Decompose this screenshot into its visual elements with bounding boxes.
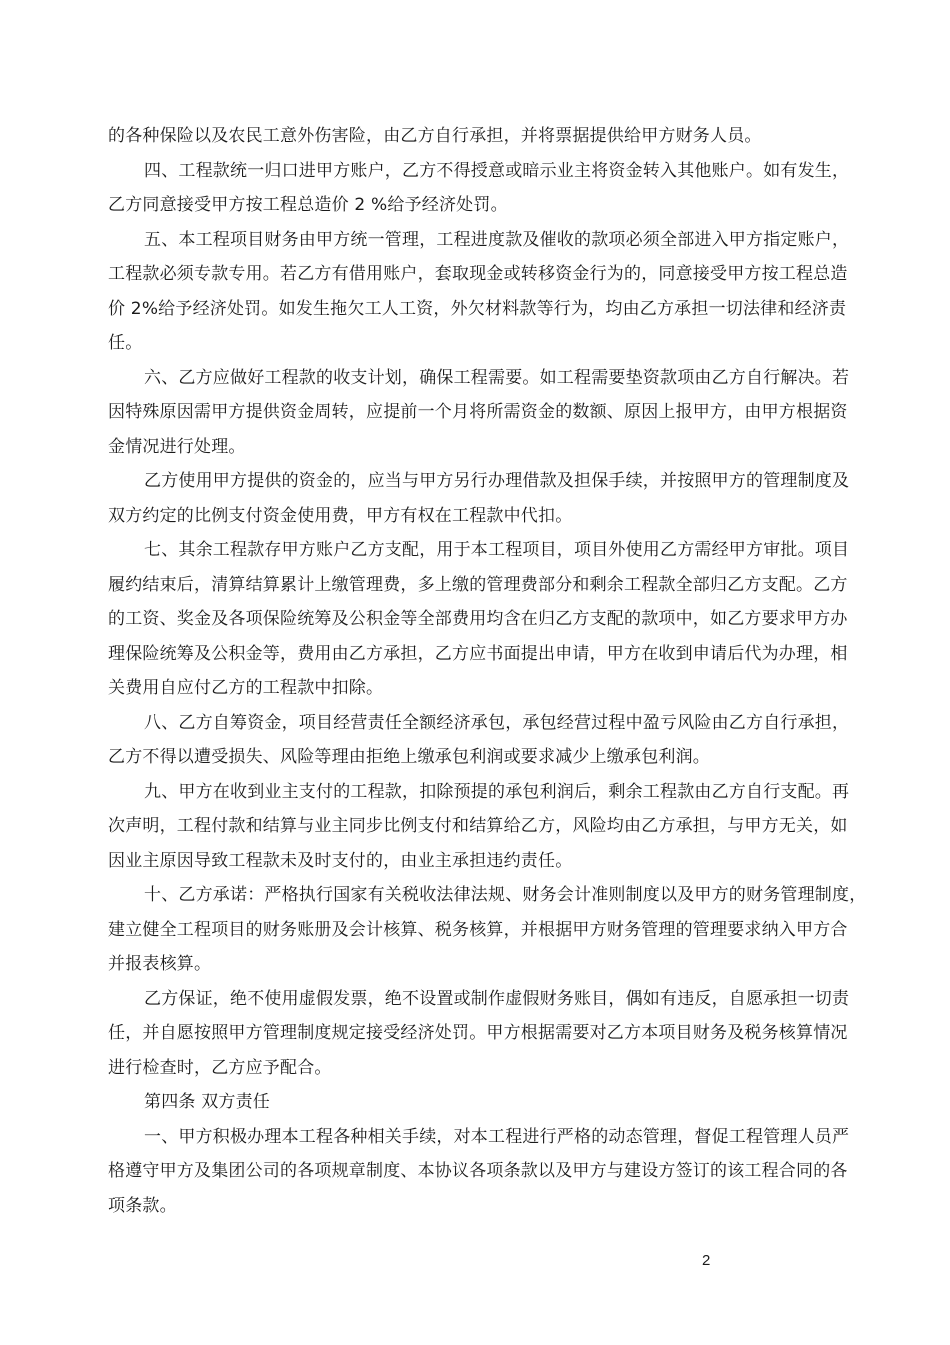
- text-line: 次声明，工程付款和结算与业主同步比例支付和结算给乙方，风险均由乙方承担，与甲方无关，如: [108, 816, 848, 836]
- text-line: 八、乙方自筹资金，项目经营责任全额经济承包，承包经营过程中盈亏风险由乙方自行承担，: [144, 713, 850, 733]
- text-line: 七、其余工程款存甲方账户乙方支配，用于本工程项目，项目外使用乙方需经甲方审批。项目: [144, 540, 850, 560]
- text-line: 双方约定的比例支付资金使用费，甲方有权在工程款中代扣。: [108, 506, 573, 526]
- text-line: 关费用自应付乙方的工程款中扣除。: [108, 678, 384, 698]
- text-line: 乙方使用甲方提供的资金的，应当与甲方另行办理借款及担保手续，并按照甲方的管理制度及: [144, 471, 850, 491]
- text-line: 价 2%给予经济处罚。如发生拖欠工人工资，外欠材料款等行为，均由乙方承担一切法律和经济责: [108, 299, 847, 319]
- text-line: 五、本工程项目财务由甲方统一管理，工程进度款及催收的款项必须全部进入甲方指定账户，: [144, 230, 850, 250]
- text-line: 进行检查时，乙方应予配合。: [108, 1058, 332, 1078]
- text-line: 因特殊原因需甲方提供资金周转，应提前一个月将所需资金的数额、原因上报甲方，由甲方根据资: [108, 402, 848, 422]
- text-line: 六、乙方应做好工程款的收支计划，确保工程需要。如工程需要垫资款项由乙方自行解决。若: [144, 368, 850, 388]
- text-line: 理保险统筹及公积金等，费用由乙方承担，乙方应书面提出申请，甲方在收到申请后代为办理，相: [108, 644, 848, 664]
- text-line: 任，并自愿按照甲方管理制度规定接受经济处罚。甲方根据需要对乙方本项目财务及税务核算情况: [108, 1023, 848, 1043]
- text-line: 的工资、奖金及各项保险统筹及公积金等全部费用均含在归乙方支配的款项中，如乙方要求甲方办: [108, 609, 848, 629]
- text-line: 任。: [108, 333, 143, 353]
- text-line: 因业主原因导致工程款未及时支付的，由业主承担违约责任。: [108, 851, 573, 871]
- section-heading: 第四条 双方责任: [144, 1092, 271, 1112]
- text-line: 乙方保证，绝不使用虚假发票，绝不设置或制作虚假财务账目，偶如有违反，自愿承担一切责: [144, 989, 850, 1009]
- text-line: 一、甲方积极办理本工程各种相关手续，对本工程进行严格的动态管理，督促工程管理人员严: [144, 1127, 850, 1147]
- page-number: 2: [702, 1252, 711, 1269]
- text-line: 并报表核算。: [108, 954, 212, 974]
- text-line: 乙方同意接受甲方按工程总造价 2 %给予经济处罚。: [108, 195, 508, 215]
- text-line: 履约结束后，清算结算累计上缴管理费，多上缴的管理费部分和剩余工程款全部归乙方支配。乙方: [108, 575, 848, 595]
- text-line: 十、乙方承诺：严格执行国家有关税收法律法规、财务会计准则制度以及甲方的财务管理制度，: [144, 885, 867, 905]
- text-line: 金情况进行处理。: [108, 437, 246, 457]
- text-line: 的各种保险以及农民工意外伤害险，由乙方自行承担，并将票据提供给甲方财务人员。: [108, 126, 762, 146]
- text-line: 乙方不得以遭受损失、风险等理由拒绝上缴承包利润或要求减少上缴承包利润。: [108, 747, 710, 767]
- text-line: 项条款。: [108, 1196, 177, 1216]
- text-line: 工程款必须专款专用。若乙方有借用账户，套取现金或转移资金行为的，同意接受甲方按工程总造: [108, 264, 848, 284]
- text-line: 建立健全工程项目的财务账册及会计核算、税务核算，并根据甲方财务管理的管理要求纳入甲方合: [108, 920, 848, 940]
- text-line: 九、甲方在收到业主支付的工程款，扣除预提的承包利润后，剩余工程款由乙方自行支配。再: [144, 782, 850, 802]
- text-line: 格遵守甲方及集团公司的各项规章制度、本协议各项条款以及甲方与建设方签订的该工程合同的各: [108, 1161, 848, 1181]
- text-line: 四、工程款统一归口进甲方账户，乙方不得授意或暗示业主将资金转入其他账户。如有发生，: [144, 161, 850, 181]
